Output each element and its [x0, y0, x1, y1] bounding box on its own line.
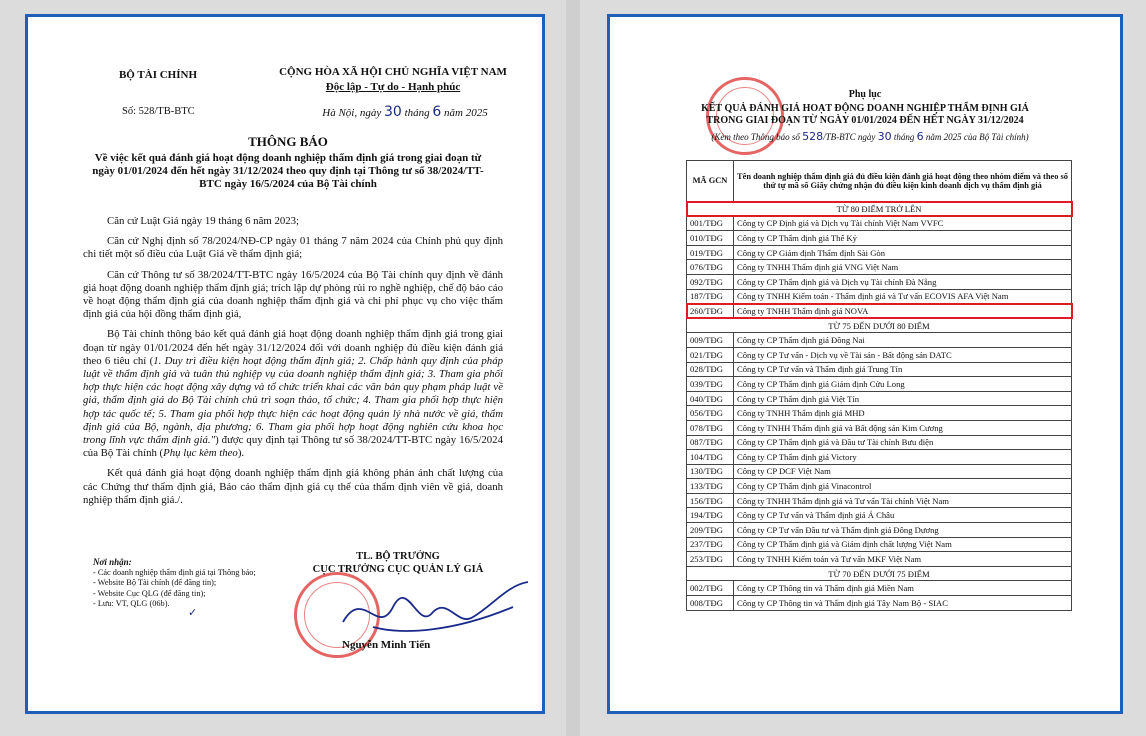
certificate-code: 237/TĐG: [687, 537, 734, 552]
paragraph-text: ) được quy định tại Thông tư số 38/2024/TT-BTC ngày 16/5/2024 của Bộ Tài chính (: [83, 434, 503, 460]
certificate-code: 010/TĐG: [687, 231, 734, 246]
company-name: Công ty CP Thẩm định giá Victory: [734, 450, 1072, 465]
appendix-page[interactable]: [607, 14, 1123, 714]
company-name: Công ty TNHH Thẩm định giá và Bất động sản Kim Cương: [734, 420, 1072, 435]
company-name: Công ty TNHH Thẩm định giá VNG Việt Nam: [734, 260, 1072, 275]
signature-block: [298, 550, 498, 576]
table-row: [687, 523, 1072, 538]
company-name: Công ty CP Thẩm định giá và Giám định chất lượng Việt Nam: [734, 537, 1072, 552]
company-name: Công ty CP Tư vấn Đầu tư và Thẩm định giá Đông Dương: [734, 523, 1072, 538]
certificate-code: 078/TĐG: [687, 420, 734, 435]
company-name: Công ty TNHH Thẩm định giá MHD: [734, 406, 1072, 421]
paragraph: Kết quả đánh giá hoạt động doanh nghiệp thẩm định giá không phản ánh chất lượng của các Chứng thư thẩm định giá, Báo cáo thẩm định giá cụ thể của thẩm định viên về giá, doanh nghiệp thẩm định giá./.: [83, 467, 503, 506]
page-divider: [566, 0, 580, 736]
paragraph: Căn cứ Thông tư số 38/2024/TT-BTC ngày 16/5/2024 của Bộ Tài chính quy định về đánh giá hoạt động doanh nghiệp thẩm định giá; trích lập dự phòng rủi ro nghề nghiệp, chế độ báo cáo về hoạt động thẩm định giá của doanh nghiệp thẩm định giá và chi phí phục vụ cho việc thẩm định giá của hội đồng thẩm định giá,: [83, 268, 503, 321]
document-title: THÔNG BÁO: [248, 134, 328, 149]
certificate-code: 076/TĐG: [687, 260, 734, 275]
appendix-reference: Phụ lục kèm theo: [163, 447, 238, 460]
certificate-code: 133/TĐG: [687, 479, 734, 494]
certificate-code: 056/TĐG: [687, 406, 734, 421]
table-row: [687, 596, 1072, 611]
table-row: [687, 435, 1072, 450]
appendix-title-line: TRONG GIAI ĐOẠN TỪ NGÀY 01/01/2024 ĐẾN HẾT NGÀY 31/12/2024: [706, 115, 1024, 126]
certificate-code: 209/TĐG: [687, 523, 734, 538]
appendix-label: Phụ lục: [848, 89, 882, 100]
table-row: [687, 420, 1072, 435]
certificate-code: 087/TĐG: [687, 435, 734, 450]
paragraph: Căn cứ Luật Giá ngày 19 tháng 6 năm 2023;: [107, 215, 300, 227]
table-row: [687, 581, 1072, 596]
company-name: Công ty CP Tư vấn - Dịch vụ về Tài sản - Bất động sản DATC: [734, 347, 1072, 362]
score-group-label: TỪ 80 ĐIỂM TRỞ LÊN: [687, 202, 1072, 217]
recipients-block: [93, 557, 263, 610]
highlighted-group-row: [687, 202, 1072, 217]
certificate-code: 008/TĐG: [687, 596, 734, 611]
table-row: [687, 508, 1072, 523]
company-name: Công ty TNHH Thẩm định giá và Tư vấn Tài chính Việt Nam: [734, 493, 1072, 508]
paragraph: [83, 328, 503, 460]
column-header-code: MÃ GCN: [687, 161, 734, 202]
signature-icon: [333, 577, 533, 647]
criteria-text: 1. Duy trì điều kiện hoạt động thẩm định giá; 2. Chấp hành quy định của pháp luật về thẩm định giá và tuân thủ nghiệp vụ của doanh nghiệp thẩm định giá; 3. Tham gia phối hợp thực hiện các hoạt động xây dựng và tổ chức triển khai các văn bản quy phạm pháp luật về giá, thẩm định giá do Bộ Tài chính chủ trì soạn thảo, tổ chức; 4. Tham gia phối hợp thực hiện hợp tác quốc tế; 5. Tham gia phối hợp thực hiện các hoạt động quản lý nhà nước về giá, thẩm định giá của Bộ, ngành, địa phương; 6. Tham gia phối hợp hoạt động nghiên cứu khoa học trong lĩnh vực thẩm định giá.": [83, 354, 503, 447]
table-row: [687, 493, 1072, 508]
document-number: Số: 528/TB-BTC: [122, 106, 195, 117]
certificate-code: 021/TĐG: [687, 347, 734, 362]
note-text: tháng: [893, 132, 915, 142]
table-row: [687, 464, 1072, 479]
appendix-table-body: [687, 202, 1072, 611]
table-row: [687, 289, 1072, 304]
table-row: [687, 450, 1072, 465]
paragraph: Căn cứ Nghị định số 78/2024/NĐ-CP ngày 01 tháng 7 năm 2024 của Chính phủ quy định chi tiết một số điều của Luật Giá về thẩm định giá;: [83, 235, 503, 261]
table-row: [687, 333, 1072, 348]
recipients-title: Nơi nhận:: [93, 557, 132, 567]
company-name: Công ty CP Định giá và Dịch vụ Tài chính Việt Nam VVFC: [734, 216, 1072, 231]
recipient-item: - Website Bộ Tài chính (để đăng tin);: [93, 578, 217, 587]
certificate-code: 104/TĐG: [687, 450, 734, 465]
appendix-title: [650, 103, 1080, 127]
certificate-code: 156/TĐG: [687, 493, 734, 508]
certificate-code: 130/TĐG: [687, 464, 734, 479]
table-row: [687, 537, 1072, 552]
certificate-code: 260/TĐG: [687, 304, 734, 319]
score-group-label: TỪ 75 ĐẾN DƯỚI 80 ĐIỂM: [687, 318, 1072, 333]
table-row: [687, 245, 1072, 260]
date-prefix: Hà Nội, ngày: [322, 107, 382, 119]
recipient-item: - Website Cục QLG (để đăng tin);: [93, 588, 206, 598]
announcement-page[interactable]: [25, 14, 545, 714]
certificate-code: 028/TĐG: [687, 362, 734, 377]
certificate-code: 253/TĐG: [687, 552, 734, 567]
table-row: [687, 406, 1072, 421]
note-text: (Kèm theo Thông báo số: [711, 132, 800, 142]
note-month: 6: [916, 130, 924, 143]
appendix-table: [686, 160, 1072, 611]
company-name: Công ty CP Thẩm định giá Vinacontrol: [734, 479, 1072, 494]
date-year: năm 2025: [444, 107, 488, 119]
note-text: năm 2025 của Bộ Tài chính): [925, 132, 1029, 142]
table-row: [687, 391, 1072, 406]
national-header: [258, 65, 528, 95]
table-row: [687, 552, 1072, 567]
certificate-code: 001/TĐG: [687, 216, 734, 231]
table-row: [687, 377, 1072, 392]
table-header-row: [687, 161, 1072, 202]
company-name: Công ty TNHH Thẩm định giá NOVA: [734, 304, 1072, 319]
appendix-title-line: KẾT QUẢ ĐÁNH GIÁ HOẠT ĐỘNG DOANH NGHIỆP THẨM ĐỊNH GIÁ: [701, 103, 1029, 114]
company-name: Công ty CP Thẩm định giá Việt Tín: [734, 391, 1072, 406]
sign-title: TL. BỘ TRƯỞNG: [356, 551, 440, 562]
signer-name: Nguyễn Minh Tiến: [342, 639, 431, 651]
company-name: Công ty TNHH Kiểm toán và Tư vấn MKF Việt Nam: [734, 552, 1072, 567]
group-row: [687, 318, 1072, 333]
recipient-item: - Các doanh nghiệp thẩm định giá tại Thông báo;: [93, 567, 256, 577]
document-body: [83, 215, 503, 514]
paragraph-text: Bộ Tài chính thông báo kết quả đánh giá hoạt động doanh nghiệp thẩm định giá trong giai đoạn từ ngày 01/01/2024 đến hết ngày 31/12/2024 đối với doanh nghiệp đủ điều kiện đánh giá theo 6 tiêu chí (: [83, 328, 503, 367]
country-name: CỘNG HÒA XÃ HỘI CHỦ NGHĨA VIỆT NAM: [279, 66, 507, 78]
company-name: Công ty CP Thông tin và Thẩm định giá Miền Nam: [734, 581, 1072, 596]
note-day: 30: [877, 130, 892, 143]
company-name: Công ty CP Tư vấn và Thẩm định giá Á Châu: [734, 508, 1072, 523]
certificate-code: 009/TĐG: [687, 333, 734, 348]
issue-date: [290, 104, 520, 120]
company-name: Công ty CP Thẩm định giá Thế Kỷ: [734, 231, 1072, 246]
highlighted-row: [687, 304, 1072, 319]
company-name: Công ty CP Giám định Thẩm định Sài Gòn: [734, 245, 1072, 260]
certificate-code: 002/TĐG: [687, 581, 734, 596]
certificate-code: 039/TĐG: [687, 377, 734, 392]
document-subject: Về việc kết quả đánh giá hoạt động doanh nghiệp thẩm định giá trong giai đoạn từ ngày 01/01/2024 đến hết ngày 31/12/2024 theo quy định tại Thông tư số 38/2024/TT-BTC ngày 16/5/2024 của Bộ Tài chính: [92, 152, 484, 190]
date-month: 6: [432, 104, 442, 120]
table-row: [687, 274, 1072, 289]
sign-position: CỤC TRƯỞNG CỤC QUẢN LÝ GIÁ: [312, 564, 484, 575]
national-motto: Độc lập - Tự do - Hạnh phúc: [325, 81, 461, 93]
table-row: [687, 362, 1072, 377]
certificate-code: 194/TĐG: [687, 508, 734, 523]
company-name: Công ty CP Thẩm định giá và Đầu tư Tài chính Bưu điện: [734, 435, 1072, 450]
table-row: [687, 479, 1072, 494]
company-name: Công ty CP Thẩm định giá và Dịch vụ Tài chính Đà Nẵng: [734, 274, 1072, 289]
company-name: Công ty TNHH Kiểm toán - Thẩm định giá và Tư vấn ECOVIS AFA Việt Nam: [734, 289, 1072, 304]
company-name: Công ty CP Thông tin và Thẩm định giá Tây Nam Bộ - SIAC: [734, 596, 1072, 611]
table-row: [687, 260, 1072, 275]
certificate-code: 040/TĐG: [687, 391, 734, 406]
note-number: 528: [802, 130, 824, 143]
company-name: Công ty CP Thẩm định giá Giám định Cửu Long: [734, 377, 1072, 392]
date-day: 30: [383, 104, 402, 120]
appendix-note: [650, 130, 1090, 143]
company-name: Công ty CP Thẩm định giá Đồng Nai: [734, 333, 1072, 348]
certificate-code: 019/TĐG: [687, 245, 734, 260]
column-header-name: Tên doanh nghiệp thẩm định giá đủ điều kiện đánh giá hoạt động theo nhóm điểm và theo số thứ tự mã số Giấy chứng nhận đủ điều kiện kinh doanh dịch vụ thẩm định giá: [734, 161, 1072, 202]
check-mark-icon: ✓: [188, 606, 198, 619]
date-month-label: tháng: [404, 107, 430, 119]
certificate-code: 187/TĐG: [687, 289, 734, 304]
group-row: [687, 566, 1072, 581]
table-row: [687, 347, 1072, 362]
table-row: [687, 216, 1072, 231]
recipient-item: - Lưu: VT, QLG (06b).: [93, 599, 170, 608]
paragraph-text: ).: [237, 447, 245, 460]
agency-name: BỘ TÀI CHÍNH: [118, 69, 198, 81]
score-group-label: TỪ 70 ĐẾN DƯỚI 75 ĐIỂM: [687, 566, 1072, 581]
company-name: Công ty CP Tư vấn và Thẩm định giá Trung Tín: [734, 362, 1072, 377]
note-text: /TB-BTC ngày: [823, 132, 876, 142]
table-row: [687, 231, 1072, 246]
certificate-code: 092/TĐG: [687, 274, 734, 289]
company-name: Công ty CP DCF Việt Nam: [734, 464, 1072, 479]
